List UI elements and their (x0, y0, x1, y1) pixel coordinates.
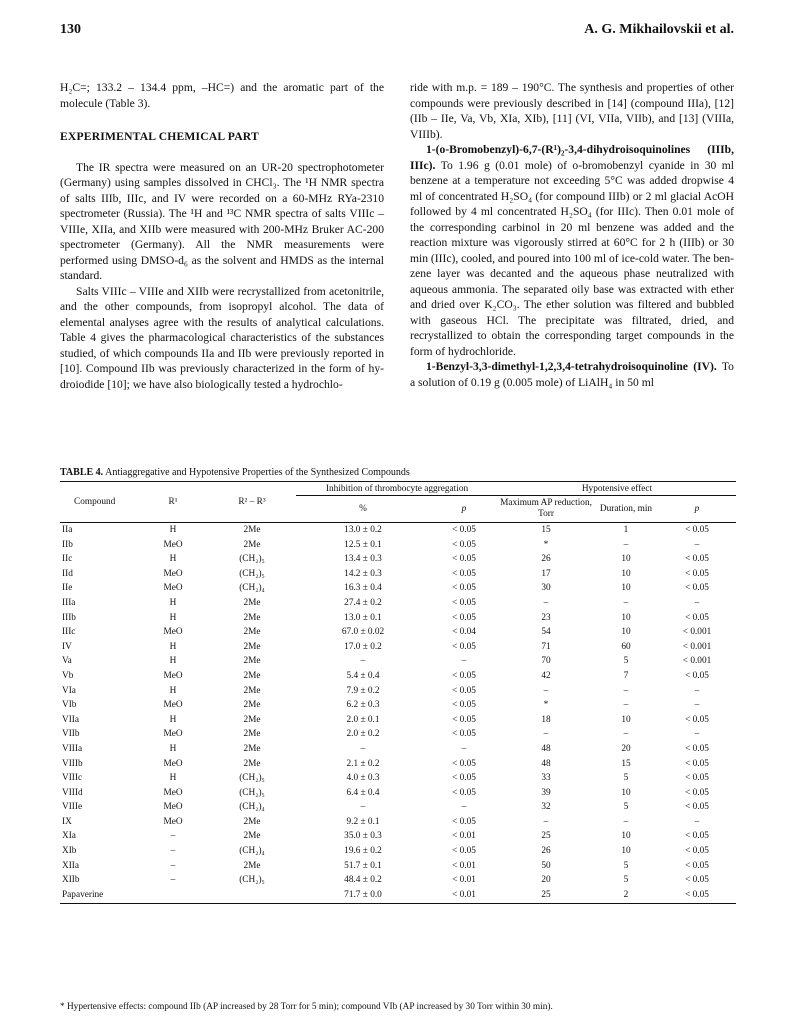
cell-r1: MeO (163, 539, 183, 550)
cell-r1: H (169, 714, 177, 725)
cell-inhibition-percent: 19.6 ± 0.2 (344, 846, 382, 857)
cell-hypotensive-p: < 0.05 (685, 714, 709, 725)
table-row (60, 640, 736, 655)
cell-r2-r3: 2Me (243, 685, 261, 696)
cell-inhibition-p: < 0.01 (452, 875, 476, 886)
cell-r1: MeO (163, 627, 183, 638)
cell-inhibition-p: < 0.01 (452, 831, 476, 842)
table-row (60, 801, 736, 816)
cell-inhibition-p: < 0.05 (452, 846, 476, 857)
cell-r1: MeO (163, 758, 183, 769)
cell-duration: 5 (623, 656, 629, 667)
cell-max-ap-reduction: 50 (541, 860, 551, 871)
cell-r2-r3: 2Me (243, 700, 261, 711)
paragraph: ride with m.p. = 189 – 190°C. The synthesis and properties of other compounds were previously described in [14] (compound IIIa), [12] (IIb – IIe, Va, Vb, XIa, XIb), [11] (VI, VIIa, VIIb), and [13] (VIIIa, VIIIb). (410, 81, 734, 141)
left-column (60, 80, 384, 392)
cell-r2-r3: 2Me (243, 743, 261, 754)
table-row (60, 757, 736, 772)
cell-duration: 10 (621, 787, 631, 798)
cell-duration: 7 (623, 670, 629, 681)
table-body (60, 523, 736, 903)
table-row (60, 684, 736, 699)
header-r2-r3: R² – R³ (238, 496, 266, 507)
cell-r2-r3: (CH₂)₄ (239, 802, 265, 813)
cell-r2-r3: (CH₂)₅ (239, 773, 265, 784)
cell-duration: – (623, 700, 629, 711)
cell-compound: IX (62, 816, 72, 827)
subsection-title: 1-Benzyl-3,3-dimethyl-1,2,3,4-tetrahydroisoquinoline (IV). (426, 360, 717, 373)
cell-compound: IIIa (62, 597, 76, 608)
cell-hypotensive-p: < 0.001 (682, 627, 712, 638)
cell-compound: VIIIb (62, 758, 83, 769)
cell-r1: H (169, 641, 177, 652)
cell-inhibition-p: < 0.05 (452, 816, 476, 827)
cell-compound: IIIc (62, 627, 76, 638)
cell-compound: IIa (62, 525, 73, 535)
table-row (60, 699, 736, 714)
cell-inhibition-percent: 12.5 ± 0.1 (344, 539, 382, 550)
cell-r2-r3: (CH₂)₅ (239, 875, 265, 886)
cell-compound: VIa (62, 685, 76, 696)
cell-r1: – (170, 860, 176, 871)
cell-duration: 10 (621, 612, 631, 623)
cell-compound: Vb (62, 670, 74, 681)
cell-inhibition-percent: 13.4 ± 0.3 (344, 554, 382, 565)
cell-inhibition-percent: 51.7 ± 0.1 (344, 860, 382, 871)
cell-inhibition-p: < 0.05 (452, 670, 476, 681)
cell-hypotensive-p: – (694, 597, 700, 608)
cell-max-ap-reduction: 42 (541, 670, 551, 681)
cell-inhibition-percent: 16.3 ± 0.4 (344, 583, 382, 594)
cell-inhibition-p: – (461, 802, 467, 813)
page-number: 130 (60, 22, 81, 37)
cell-hypotensive-p: < 0.05 (685, 802, 709, 813)
cell-hypotensive-p: < 0.05 (685, 875, 709, 886)
cell-hypotensive-p: < 0.05 (685, 787, 709, 798)
cell-duration: – (623, 597, 629, 608)
header-max-ap: Maximum AP reduction, Torr (500, 498, 592, 520)
header-r1: R¹ (168, 496, 178, 507)
table-row (60, 888, 736, 903)
cell-duration: 10 (621, 627, 631, 638)
subsection-paragraph (410, 142, 734, 359)
cell-inhibition-percent: 2.1 ± 0.2 (346, 758, 380, 769)
table-row (60, 626, 736, 641)
cell-hypotensive-p: < 0.05 (685, 773, 709, 784)
subsection-body: To 1.96 g (0.01 mole) of o-bromobenzyl cyanide in 30 ml benzene at a temperature not exceeding 5°C was added dropwise 4 ml of concentrated H₂SO₄ (for compound IIIb) or 2 ml glacial AcOH followed by 4 ml concentrated H₂SO₄ (for IIIc). Then 0.01 mole of the corresponding carbinol in 20 ml benzene was added and the reaction mixture was vigorously stirred at 60°C for 2 h (IIIb) or 30 min (IIIc), cooled, and poured into 100 ml of ice-cold water. The benzene layer was decanted and the aqueous phase neutralized with aqueous ammonia. The separated oily base was extracted with ether and dried over K₂CO₃. The ether solution was filtered and bubbled with gaseous HCl. The precipitate was filtrated, dried, and recrystallized to obtain the corresponding target compounds in the form of hydrochloride. (410, 158, 734, 358)
cell-hypotensive-p: < 0.05 (685, 612, 709, 623)
cell-hypotensive-p: < 0.05 (685, 670, 709, 681)
cell-hypotensive-p: < 0.05 (685, 743, 709, 754)
cell-compound: VIIIc (62, 773, 83, 784)
table-footnote: * Hypertensive effects: compound IIb (AP increased by 28 Torr for 5 min); compound VIb (AP increased by 30 Torr within 30 min). (60, 1002, 553, 1012)
cell-duration: 1 (623, 525, 629, 535)
cell-duration: 15 (621, 758, 631, 769)
cell-r1: H (169, 743, 177, 754)
cell-compound: VIIb (62, 729, 80, 740)
subsection-body: To a solution of 0.19 g (0.005 mole) of LiAlH₄ in 50 ml (410, 360, 734, 389)
cell-r1: H (169, 685, 177, 696)
table-row (60, 830, 736, 845)
cell-duration: 10 (621, 568, 631, 579)
cell-r2-r3: (CH₂)₅ (239, 568, 265, 579)
table-row (60, 772, 736, 787)
cell-r2-r3: (CH₂)₄ (239, 846, 265, 857)
cell-compound: IIIb (62, 612, 76, 623)
cell-r2-r3: 2Me (243, 612, 261, 623)
cell-max-ap-reduction: 26 (541, 554, 551, 565)
cell-max-ap-reduction: 32 (541, 802, 551, 813)
cell-inhibition-percent: – (360, 743, 366, 754)
cell-compound: VIIIe (62, 802, 83, 813)
cell-r2-r3: 2Me (243, 525, 261, 535)
subsection-title: 1-(o-Bromobenzyl)-6,7-(R¹)₂-3,4-dihydroisoquinolines (IIIb, IIIc). (410, 143, 734, 172)
cell-compound: IIc (62, 554, 73, 565)
cell-hypotensive-p: < 0.05 (685, 846, 709, 857)
cell-max-ap-reduction: 23 (541, 612, 551, 623)
cell-max-ap-reduction: – (543, 685, 549, 696)
header-p-inhibition: p (461, 503, 467, 514)
cell-max-ap-reduction: 33 (541, 773, 551, 784)
table-caption-text: Antiaggregative and Hypotensive Properties of the Synthesized Compounds (103, 467, 410, 478)
cell-compound: Papaverine (62, 889, 104, 900)
paragraph: The IR spectra were measured on an UR-20 spectrophotometer (Germany) using samples dissolved in CHCl₃. The ¹H NMR spectra of salts IIIb, IIIc, and IV were recorded on a 60-MHz RYa-2310 spectrometer (Russia). The ¹H and ¹³C NMR spectra of salts VIIIc – VIIIe, XIIa, and XIIb were measured with 200-MHz Bruker AC-200 spectrometer (Germany). All the NMR measurements were performed using DMSO-d₆ as the solvent and HMDS as the internal standard. (60, 160, 384, 282)
cell-max-ap-reduction: 70 (541, 656, 551, 667)
table-row (60, 742, 736, 757)
cell-r1: H (169, 656, 177, 667)
header-group-hypotensive: Hypotensive effect (498, 482, 736, 496)
cell-r2-r3: 2Me (243, 758, 261, 769)
cell-r1: MeO (163, 568, 183, 579)
cell-inhibition-percent: 2.0 ± 0.1 (346, 714, 380, 725)
cell-r2-r3: 2Me (243, 816, 261, 827)
cell-duration: – (623, 729, 629, 740)
cell-r1: – (170, 875, 176, 886)
cell-inhibition-percent: 5.4 ± 0.4 (346, 670, 380, 681)
cell-inhibition-percent: 67.0 ± 0.02 (341, 627, 385, 638)
cell-r2-r3: 2Me (243, 714, 261, 725)
cell-max-ap-reduction: – (543, 729, 549, 740)
cell-max-ap-reduction: 15 (541, 525, 551, 535)
table-row (60, 582, 736, 597)
cell-hypotensive-p: < 0.001 (682, 641, 712, 652)
cell-inhibition-p: < 0.04 (452, 627, 476, 638)
cell-inhibition-percent: – (360, 656, 366, 667)
table-row (60, 874, 736, 889)
cell-inhibition-p: < 0.05 (452, 539, 476, 550)
cell-inhibition-percent: 17.0 ± 0.2 (344, 641, 382, 652)
cell-inhibition-percent: 13.0 ± 0.2 (344, 525, 382, 535)
cell-max-ap-reduction: 17 (541, 568, 551, 579)
cell-inhibition-p: < 0.05 (452, 714, 476, 725)
table-row (60, 844, 736, 859)
cell-r2-r3: 2Me (243, 627, 261, 638)
paragraph: H₂C=; 133.2 – 134.4 ppm, –HC=) and the aromatic part of the molecule (Table 3). (60, 81, 384, 110)
cell-r1: – (170, 831, 176, 842)
cell-duration: 5 (623, 802, 629, 813)
running-header-authors: A. G. Mikhailovskii et al. (584, 22, 734, 37)
cell-r2-r3 (208, 888, 296, 903)
cell-r2-r3: 2Me (243, 597, 261, 608)
cell-inhibition-p: < 0.05 (452, 568, 476, 579)
cell-r2-r3: 2Me (243, 641, 261, 652)
cell-inhibition-p: < 0.01 (452, 889, 476, 900)
cell-max-ap-reduction: 30 (541, 583, 551, 594)
cell-inhibition-p: < 0.05 (452, 583, 476, 594)
cell-r1: MeO (163, 816, 183, 827)
table-row (60, 655, 736, 670)
cell-inhibition-p: < 0.01 (452, 860, 476, 871)
cell-r2-r3: (CH₂)₅ (239, 554, 265, 565)
cell-max-ap-reduction: 26 (541, 846, 551, 857)
cell-r2-r3: 2Me (243, 656, 261, 667)
cell-max-ap-reduction: 39 (541, 787, 551, 798)
cell-r1: MeO (163, 670, 183, 681)
table-row (60, 669, 736, 684)
cell-inhibition-p: < 0.05 (452, 787, 476, 798)
cell-hypotensive-p: – (694, 816, 700, 827)
table-row (60, 859, 736, 874)
cell-compound: VIIa (62, 714, 80, 725)
right-column (410, 80, 734, 390)
cell-inhibition-percent: 48.4 ± 0.2 (344, 875, 382, 886)
paragraph: Salts VIIIc – VIIIe and XIIb were recrystallized from acetonitrile, and the other compounds, from isopropyl alcohol. The data of elemental analyses agree with the results of analytical calculations. Table 4 gives the pharmacological characteristics of the substances studied, of which compounds IIa and IIb were previously reported in [10]. Compound IIb was previously characterized in the form of hydroiodide [10]; we have also biologically tested a hydrochlo- (60, 284, 384, 391)
cell-r1: MeO (163, 787, 183, 798)
cell-hypotensive-p: – (694, 539, 700, 550)
cell-r1: H (169, 525, 177, 535)
cell-duration: – (623, 539, 629, 550)
cell-r2-r3: 2Me (243, 539, 261, 550)
table-row (60, 728, 736, 743)
cell-hypotensive-p: < 0.05 (685, 525, 709, 535)
cell-inhibition-p: < 0.05 (452, 773, 476, 784)
cell-max-ap-reduction: 20 (541, 875, 551, 886)
cell-inhibition-percent: 6.2 ± 0.3 (346, 700, 380, 711)
subsection-paragraph (410, 359, 734, 390)
cell-compound: XIIb (62, 875, 80, 886)
cell-duration: 60 (621, 641, 631, 652)
cell-max-ap-reduction: 48 (541, 743, 551, 754)
cell-r1: H (169, 554, 177, 565)
cell-inhibition-percent: 4.0 ± 0.3 (346, 773, 380, 784)
cell-max-ap-reduction: 25 (541, 889, 551, 900)
cell-duration: 5 (623, 875, 629, 886)
cell-r1: H (169, 612, 177, 623)
table-row (60, 611, 736, 626)
cell-duration: 10 (621, 846, 631, 857)
cell-r1: MeO (163, 700, 183, 711)
cell-max-ap-reduction: – (543, 816, 549, 827)
cell-hypotensive-p: < 0.05 (685, 860, 709, 871)
cell-compound: IIb (62, 539, 73, 550)
cell-max-ap-reduction: 18 (541, 714, 551, 725)
cell-inhibition-p: < 0.05 (452, 525, 476, 535)
cell-duration: 10 (621, 583, 631, 594)
header-group-inhibition: Inhibition of thrombocyte aggregation (296, 482, 498, 496)
cell-hypotensive-p: < 0.05 (685, 889, 709, 900)
table-row (60, 713, 736, 728)
cell-duration: 10 (621, 831, 631, 842)
cell-duration: – (623, 816, 629, 827)
cell-compound: VIIId (62, 787, 83, 798)
cell-r1 (138, 888, 208, 903)
cell-compound: XIIa (62, 860, 80, 871)
cell-inhibition-p: < 0.05 (452, 758, 476, 769)
table-row (60, 815, 736, 830)
table-row (60, 553, 736, 568)
cell-r1: MeO (163, 802, 183, 813)
cell-inhibition-p: < 0.05 (452, 612, 476, 623)
cell-inhibition-p: < 0.05 (452, 597, 476, 608)
cell-inhibition-p: < 0.05 (452, 554, 476, 565)
table-caption-label: TABLE 4. (60, 467, 104, 478)
cell-inhibition-percent: 13.0 ± 0.1 (344, 612, 382, 623)
cell-inhibition-p: < 0.05 (452, 729, 476, 740)
cell-max-ap-reduction: 71 (541, 641, 551, 652)
cell-max-ap-reduction: 25 (541, 831, 551, 842)
header-compound: Compound (74, 496, 116, 507)
cell-duration: 5 (623, 773, 629, 784)
cell-inhibition-percent: 35.0 ± 0.3 (344, 831, 382, 842)
cell-compound: VIb (62, 700, 77, 711)
cell-r2-r3: 2Me (243, 729, 261, 740)
cell-duration: 5 (623, 860, 629, 871)
cell-inhibition-percent: 2.0 ± 0.2 (346, 729, 380, 740)
table-caption (60, 467, 410, 478)
table-row (60, 538, 736, 553)
cell-compound: XIa (62, 831, 76, 842)
cell-inhibition-percent: 6.4 ± 0.4 (346, 787, 380, 798)
cell-r2-r3: (CH₂)₄ (239, 583, 265, 594)
cell-compound: IV (62, 641, 72, 652)
cell-duration: 2 (623, 889, 629, 900)
cell-compound: XIb (62, 846, 77, 857)
cell-compound: VIIIa (62, 743, 83, 754)
cell-inhibition-p: < 0.05 (452, 685, 476, 696)
cell-hypotensive-p: < 0.001 (682, 656, 712, 667)
cell-inhibition-p: < 0.05 (452, 700, 476, 711)
cell-inhibition-p: – (461, 656, 467, 667)
cell-hypotensive-p: < 0.05 (685, 758, 709, 769)
cell-duration: 10 (621, 554, 631, 565)
cell-hypotensive-p: – (694, 729, 700, 740)
cell-max-ap-reduction: – (543, 597, 549, 608)
cell-max-ap-reduction: * (543, 700, 549, 711)
table-row (60, 596, 736, 611)
cell-hypotensive-p: – (694, 685, 700, 696)
cell-compound: IIe (62, 583, 73, 594)
cell-duration: – (623, 685, 629, 696)
cell-r1: – (170, 846, 176, 857)
cell-duration: 20 (621, 743, 631, 754)
cell-max-ap-reduction: 54 (541, 627, 551, 638)
cell-r2-r3: 2Me (243, 670, 261, 681)
cell-inhibition-percent: 9.2 ± 0.1 (346, 816, 380, 827)
cell-inhibition-percent: 27.4 ± 0.2 (344, 597, 382, 608)
cell-inhibition-p: – (461, 743, 467, 754)
table-row (60, 523, 736, 538)
cell-inhibition-percent: – (360, 802, 366, 813)
cell-r2-r3: (CH₂)₅ (239, 787, 265, 798)
cell-hypotensive-p: < 0.05 (685, 831, 709, 842)
cell-compound: IId (62, 568, 73, 579)
cell-hypotensive-p: – (694, 700, 700, 711)
cell-compound: Va (62, 656, 72, 667)
header-duration: Duration, min (599, 503, 653, 514)
cell-max-ap-reduction: 48 (541, 758, 551, 769)
cell-r1: H (169, 597, 177, 608)
cell-r2-r3: 2Me (243, 831, 261, 842)
cell-hypotensive-p: < 0.05 (685, 568, 709, 579)
cell-inhibition-percent: 7.9 ± 0.2 (346, 685, 380, 696)
cell-inhibition-p: < 0.05 (452, 641, 476, 652)
header-percent: % (359, 503, 367, 514)
table-row (60, 567, 736, 582)
cell-duration: 10 (621, 714, 631, 725)
cell-hypotensive-p: < 0.05 (685, 554, 709, 565)
cell-r1: MeO (163, 729, 183, 740)
cell-inhibition-percent: 71.7 ± 0.0 (344, 889, 382, 900)
cell-r2-r3: 2Me (243, 860, 261, 871)
header-p-hypotensive: p (694, 503, 700, 514)
cell-hypotensive-p: < 0.05 (685, 583, 709, 594)
cell-r1: H (169, 773, 177, 784)
data-table (60, 481, 736, 904)
section-title: EXPERIMENTAL CHEMICAL PART (60, 130, 259, 143)
cell-inhibition-percent: 14.2 ± 0.3 (344, 568, 382, 579)
cell-r1: MeO (163, 583, 183, 594)
table-row (60, 786, 736, 801)
cell-max-ap-reduction: * (543, 539, 549, 550)
